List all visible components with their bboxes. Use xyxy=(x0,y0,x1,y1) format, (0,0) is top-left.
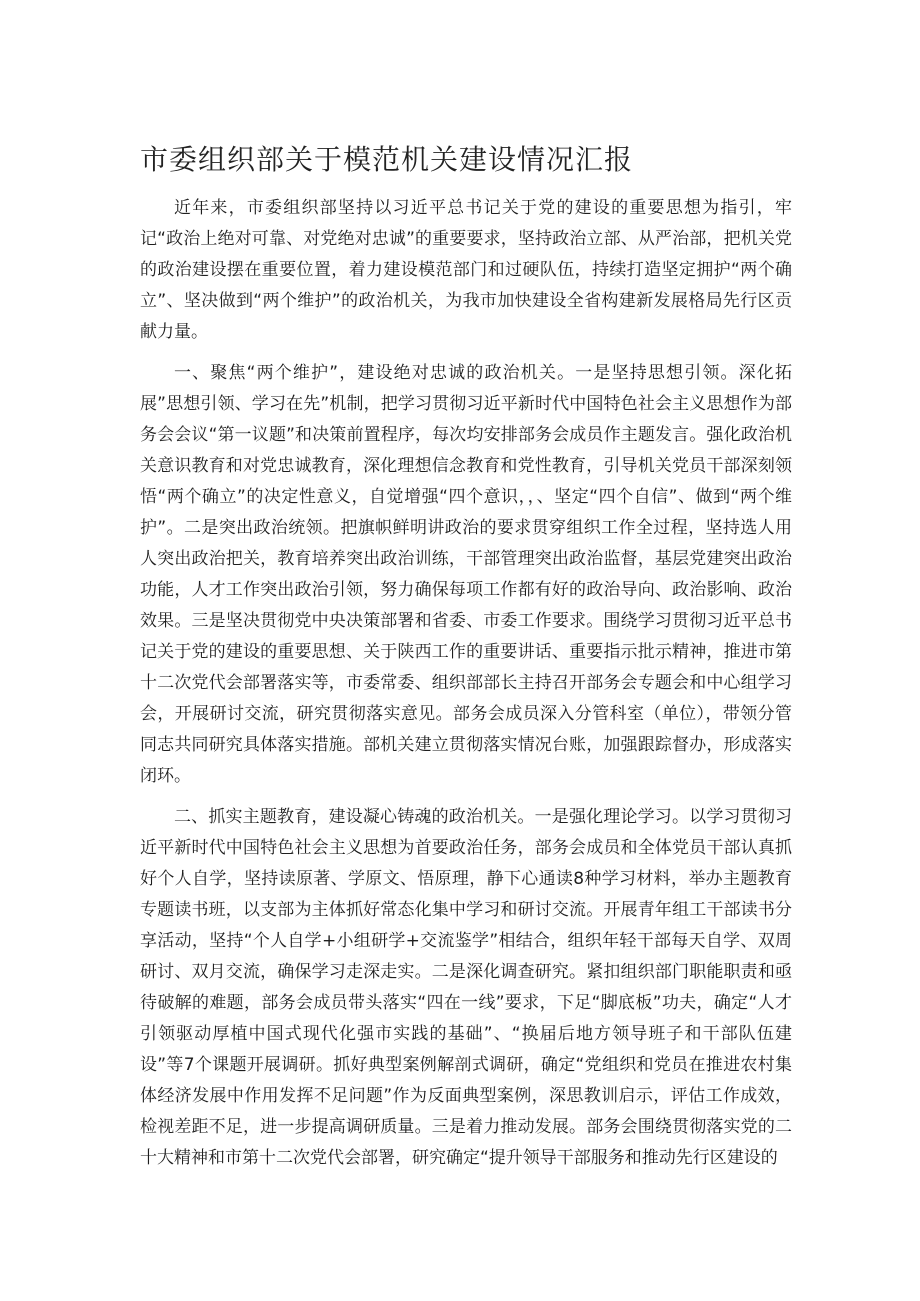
paragraph-intro: 近年来，市委组织部坚持以习近平总书记关于党的建设的重要思想为指引，牢记“政治上绝对可靠、对党绝对忠诚”的重要要求，坚持政治立部、从严治部，把机关党的政治建设摆在重要位置，着力建设模范部门和过硬队伍，持续打造坚定拥护“两个确立”、坚决做到“两个维护”的政治机关，为我市加快建设全省构建新发展格局先行区贡献力量。 xyxy=(140,198,792,342)
paragraph-section-one: 一、聚焦“两个维护”，建设绝对忠诚的政治机关。一是坚持思想引领。深化拓展”思想引领、学习在先”机制，把学习贯彻习近平新时代中国特色社会主义思想作为部务会会议“第一议题”和决策前置程序，每次均安排部务会成员作主题发言。强化政治机关意识教育和对党忠诚教育，深化理想信念教育和党性教育，引导机关党员干部深刻领悟“两个确立”的决定性意义，自觉增强“四个意识，，、坚定“四个自信”、做到“两个维护”。二是突出政治统领。把旗帜鲜明讲政治的要求贯穿组织工作全过程，坚持选人用人突出政治把关，教育培养突出政治训练，干部管理突出政治监督，基层党建突出政治功能，人才工作突出政治引领，努力确保每项工作都有好的政治导向、政治影响、政治效果。三是坚决贯彻党中央决策部署和省委、市委工作要求。围绕学习贯彻习近平总书记关于党的建设的重要思想、关于陕西工作的重要讲话、重要指示批示精神，推进市第十二次党代会部署落实等，市委常委、组织部部长主持召开部务会专题会和中心组学习会，开展研讨交流，研究贯彻落实意见。部务会成员深入分管科室（单位），带领分管同志共同研究具体落实措施。部机关建立贯彻落实情况台账，加强跟踪督办，形成落实闭环。 xyxy=(140,363,792,786)
paragraph-section-two: 二、抓实主题教育，建设凝心铸魂的政治机关。一是强化理论学习。以学习贯彻习近平新时代中国特色社会主义思想为首要政治任务，部务会成员和全体党员干部认真抓好个人自学，坚持读原著、学原文、悟原理，静下心通读8种学习材料，举办主题教育专题读书班，以支部为主体抓好常态化集中学习和研讨交流。开展青年组工干部读书分享活动，坚持“个人自学+小组研学+交流鉴学”相结合，组织年轻干部每天自学、双周研讨、双月交流，确保学习走深走实。二是深化调查研究。紧扣组织部门职能职责和亟待破解的难题，部务会成员带头落实“四在一线”要求，下足“脚底板”功夫，确定“人才引领驱动厚植中国式现代化强市实践的基础”、“换届后地方领导班子和干部队伍建设”等7个课题开展调研。抓好典型案例解剖式调研，确定“党组织和党员在推进农村集体经济发展中作用发挥不足问题”作为反面典型案例，深思教训启示，评估工作成效，检视差距不足，进一步提高调研质量。三是着力推动发展。部务会围绕贯彻落实党的二十大精神和市第十二次党代会部署，研究确定“提升领导干部服务和推动先行区建设的 xyxy=(140,807,792,1168)
document-body xyxy=(140,193,792,1184)
document-title: 市委组织部关于模范机关建设情况汇报 xyxy=(140,143,634,176)
